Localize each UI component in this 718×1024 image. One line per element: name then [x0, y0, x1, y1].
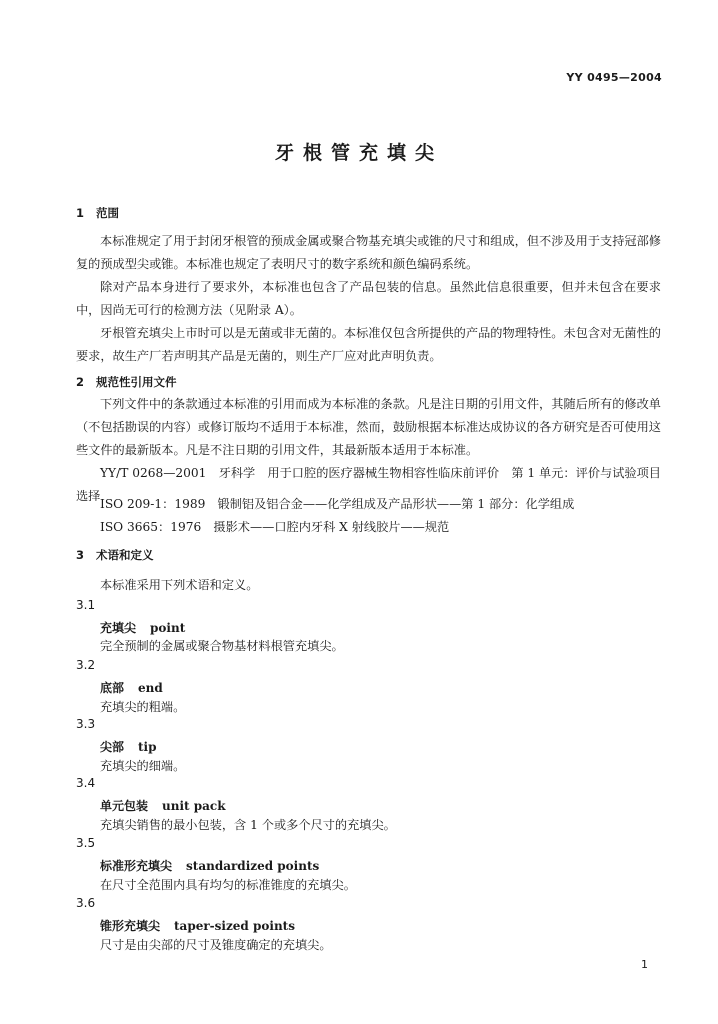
term-definition: 充填尖销售的最小包装，含 1 个或多个尺寸的充填尖。	[100, 818, 396, 832]
paragraph: 下列文件中的条款通过本标准的引用而成为本标准的条款。凡是注日期的引用文件，其随后所有的修改单（不包括勘误的内容）或修订版均不适用于本标准，然而，鼓励根据本标准达成协议的各方研究是否可使用这些文件的最新版本。凡是不注日期的引用文件，其最新版本适用于本标准。	[76, 397, 661, 457]
section-title: 规范性引用文件	[96, 375, 177, 389]
paragraph: 本标准规定了用于封闭牙根管的预成金属或聚合物基充填尖或锥的尺寸和组成，但不涉及用于支持冠部修复的预成型尖或锥。本标准也规定了表明尺寸的数字系统和颜色编码系统。	[76, 234, 661, 271]
term-en: standardized points	[186, 859, 320, 873]
term-number: 3.2	[76, 658, 96, 672]
term-name	[100, 917, 295, 934]
section-number: 1	[76, 206, 85, 220]
term-en: taper-sized points	[174, 919, 295, 933]
term-zh: 单元包装	[100, 799, 149, 813]
term-definition: 完全预制的金属或聚合物基材料根管充填尖。	[100, 639, 344, 653]
paragraph: YY/T 0268—2001 牙科学 用于口腔的医疗器械生物相容性临床前评价 第 1 单元：评价与试验项目选择	[76, 466, 661, 503]
term-name	[100, 679, 163, 696]
term-name	[100, 619, 185, 636]
reference-item: ISO 209-1：1989 锻制铝及铝合金——化学组成及产品形状——第 1 部分：化学组成	[100, 497, 575, 511]
standard-number: YY 0495—2004	[566, 71, 662, 84]
term-number: 3.3	[76, 717, 96, 731]
term-en: end	[138, 681, 163, 695]
term-en: point	[150, 621, 186, 635]
document-title: 牙根管充填尖	[274, 142, 443, 164]
term-number: 3.1	[76, 598, 96, 612]
term-zh: 充填尖	[100, 621, 137, 635]
term-name	[100, 738, 157, 755]
paragraph: 牙根管充填尖上市时可以是无菌或非无菌的。本标准仅包含所提供的产品的物理特性。未包含对无菌性的要求，故生产厂若声明其产品是无菌的，则生产厂应对此声明负责。	[76, 326, 661, 363]
term-en: tip	[138, 740, 157, 754]
section-intro: 本标准采用下列术语和定义。	[100, 578, 259, 592]
term-zh: 尖部	[100, 740, 125, 754]
section-heading	[76, 547, 154, 563]
term-definition: 充填尖的粗端。	[100, 700, 186, 714]
term-name	[100, 857, 319, 874]
reference-item: ISO 3665：1976 摄影术——口腔内牙科 X 射线胶片——规范	[100, 520, 450, 534]
paragraph: 除对产品本身进行了要求外，本标准也包含了产品包装的信息。虽然此信息很重要，但并未包含在要求中，因尚无可行的检测方法（见附录 A）。	[76, 280, 661, 317]
term-definition: 尺寸是由尖部的尺寸及锥度确定的充填尖。	[100, 938, 332, 952]
section-heading	[76, 205, 119, 221]
section-title: 术语和定义	[96, 548, 154, 562]
term-definition: 充填尖的细端。	[100, 759, 186, 773]
term-en: unit pack	[162, 799, 226, 813]
term-number: 3.4	[76, 776, 96, 790]
term-definition: 在尺寸全范围内具有均匀的标准锥度的充填尖。	[100, 878, 356, 892]
page-number: 1	[641, 958, 648, 971]
term-name	[100, 797, 226, 814]
term-zh: 标准形充填尖	[100, 859, 173, 873]
term-number: 3.6	[76, 896, 96, 910]
term-zh: 锥形充填尖	[100, 919, 161, 933]
term-number: 3.5	[76, 836, 96, 850]
section-number: 2	[76, 375, 85, 389]
section-number: 3	[76, 548, 85, 562]
section-title: 范围	[96, 206, 119, 220]
section-heading	[76, 374, 177, 390]
term-zh: 底部	[100, 681, 125, 695]
